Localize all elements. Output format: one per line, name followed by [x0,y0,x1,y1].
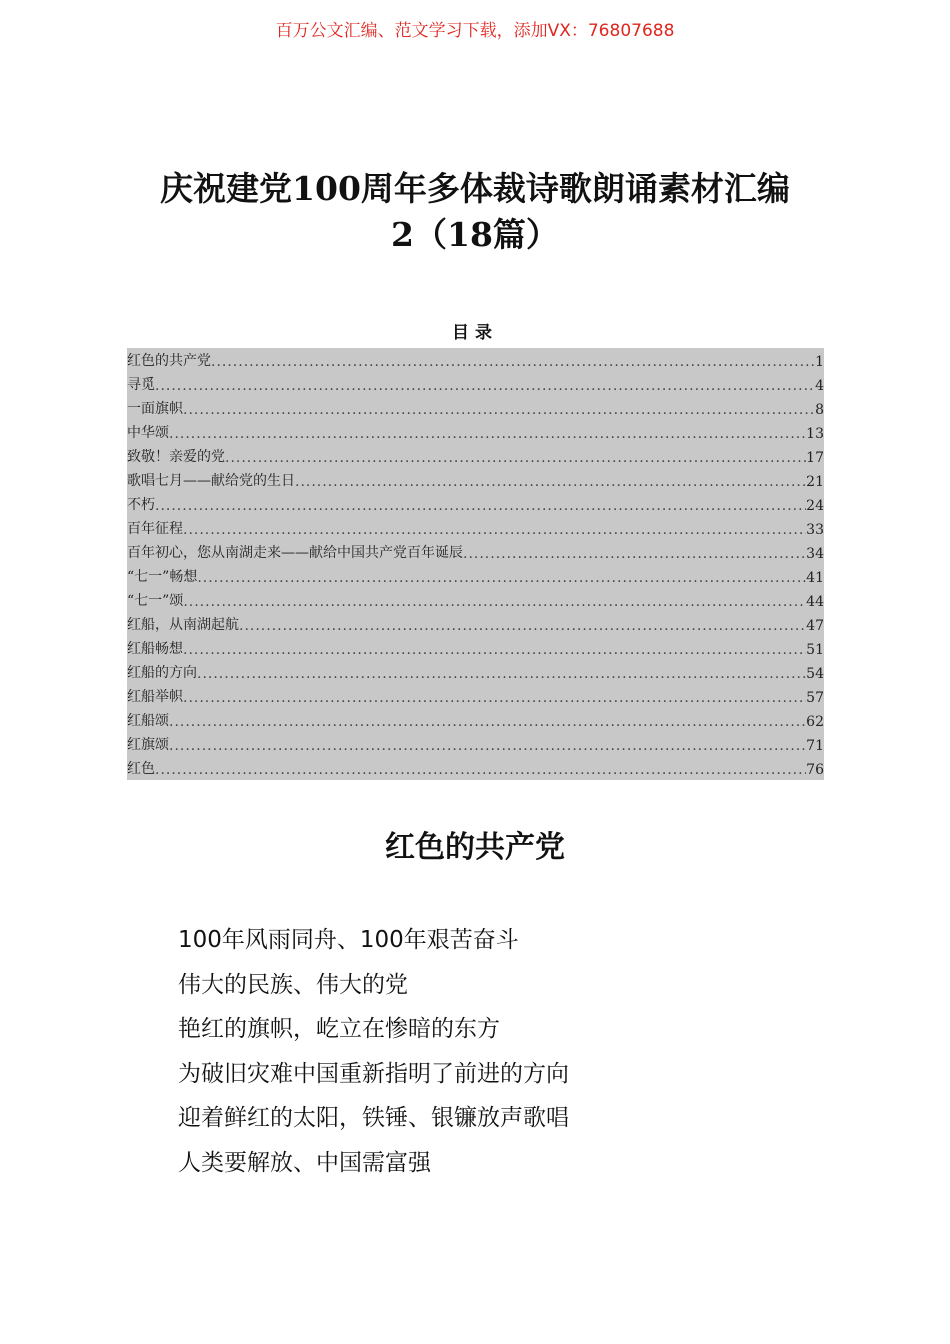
header-contact-note: 百万公文汇编、范文学习下载，添加VX：76807688 [275,21,675,41]
toc-entry[interactable] [127,516,824,540]
poem-line: 艳红的旗帜，屹立在惨暗的东方 [178,1016,500,1042]
toc-entry-page: 4 [815,378,824,394]
toc-entry-title: 红船举帜 [127,689,183,705]
toc-leader-dots [197,570,806,588]
toc-entry-page: 76 [806,762,824,778]
toc-leader-dots [295,474,806,492]
document-title-line-2: 2（18篇） [391,215,559,254]
toc-entry[interactable] [127,636,824,660]
toc-leader-dots [155,498,806,516]
document-title [100,166,850,258]
toc-entry-page: 62 [806,714,824,730]
toc-entry[interactable] [127,420,824,444]
poem-body [178,918,828,1185]
toc-leader-dots [197,666,806,684]
toc-entry[interactable] [127,492,824,516]
toc-entry-title: 不朽 [127,497,155,513]
toc-entry-title: 致敬！亲爱的党 [127,449,225,465]
toc-entry-page: 17 [806,450,824,466]
toc-entry-page: 57 [806,690,824,706]
toc-entry-page: 54 [806,666,824,682]
toc-leader-dots [183,402,815,420]
poem-line: 伟大的民族、伟大的党 [178,971,408,998]
toc-entry-page: 44 [806,594,824,610]
poem-title: 红色的共产党 [385,830,565,865]
toc-entry-page: 51 [806,642,824,658]
toc-entry-page: 41 [806,570,824,586]
toc-entry-page: 33 [806,522,824,538]
toc-entry-title: 百年征程 [127,521,183,537]
toc-entry-title: 红色 [127,761,155,777]
toc-entry[interactable] [127,444,824,468]
toc-leader-dots [183,690,806,708]
toc-entry-title: “七一”颂 [127,593,184,609]
toc-entry[interactable] [127,684,824,708]
toc-leader-dots [225,450,806,468]
toc-leader-dots [169,738,806,756]
toc-entry-title: 一面旗帜 [127,401,183,417]
toc-leader-dots [183,642,806,660]
toc-entry-page: 71 [806,738,824,754]
toc-entry-title: 红船，从南湖起航 [127,617,239,633]
toc-entry-title: 中华颂 [127,425,169,441]
toc-entry[interactable] [127,396,824,420]
toc-entry[interactable] [127,348,824,372]
toc-entry-title: 红船颂 [127,713,169,729]
toc-entry-title: 红船畅想 [127,641,183,657]
toc-leader-dots [155,378,815,396]
toc-heading: 目录 [452,323,498,343]
toc-entry-title: 红旗颂 [127,737,169,753]
toc-entry[interactable] [127,372,824,396]
toc-entry-page: 47 [806,618,824,634]
toc-entry[interactable] [127,708,824,732]
toc-leader-dots [169,426,806,444]
toc-leader-dots [183,522,806,540]
toc-entry[interactable] [127,732,824,756]
toc-leader-dots [183,594,806,612]
toc-entry-page: 8 [815,402,824,418]
table-of-contents [127,348,824,780]
toc-entry[interactable] [127,756,824,780]
toc-entry-page: 13 [806,426,824,442]
toc-entry-title: 寻觅 [127,377,155,393]
toc-leader-dots [211,354,815,372]
toc-entry-title: 歌唱七月——献给党的生日 [127,473,295,489]
toc-entry-page: 21 [806,474,824,490]
toc-entry[interactable] [127,588,824,612]
toc-entry[interactable] [127,564,824,588]
toc-entry-page: 34 [806,546,824,562]
poem-line: 100年风雨同舟、100年艰苦奋斗 [178,927,519,953]
toc-leader-dots [155,762,806,780]
toc-entry[interactable] [127,612,824,636]
toc-entry-title: 红色的共产党 [127,353,211,369]
toc-entry-title: 百年初心，您从南湖走来——献给中国共产党百年诞辰 [127,545,463,561]
toc-leader-dots [239,618,806,636]
poem-line: 迎着鲜红的太阳，铁锤、银镰放声歌唱 [178,1105,569,1131]
document-title-line-1: 庆祝建党100周年多体裁诗歌朗诵素材汇编 [160,169,790,208]
toc-leader-dots [463,546,806,564]
toc-leader-dots [169,714,806,732]
toc-entry[interactable] [127,540,824,564]
toc-entry-title: 红船的方向 [127,665,197,681]
toc-entry-title: “七一”畅想 [127,569,198,585]
toc-entry[interactable] [127,468,824,492]
poem-line: 人类要解放、中国需富强 [178,1149,431,1176]
toc-entry-page: 24 [806,498,824,514]
poem-line: 为破旧灾难中国重新指明了前进的方向 [178,1060,569,1087]
toc-entry[interactable] [127,660,824,684]
toc-entry-page: 1 [815,354,824,370]
